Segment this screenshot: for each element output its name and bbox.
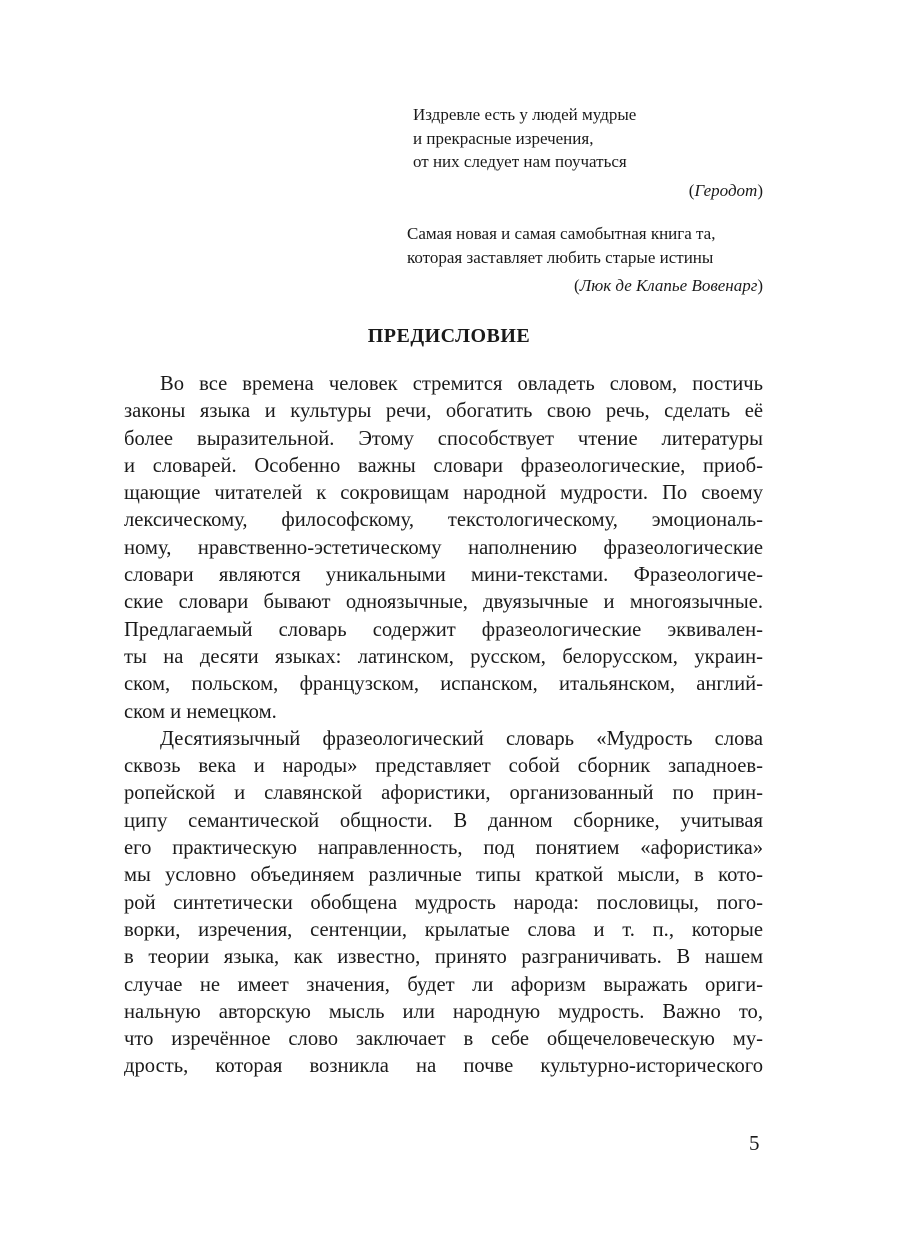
text-line: Во все времена человек стремится овладеть словом, постичь <box>160 373 763 395</box>
text-line: рой синтетически обобщена мудрость народа: пословицы, пого- <box>124 891 763 914</box>
text-line: и словарей. Особенно важны словари фразеологические, приоб- <box>124 454 763 477</box>
text-line: ципу семантической общности. В данном сборнике, учитывая <box>124 809 763 832</box>
text-line: сквозь века и народы» представляет собой сборник западноев- <box>124 755 763 778</box>
text-line: ские словари бывают одноязычные, двуязычные и многоязычные. <box>124 591 763 614</box>
text-line: что изречённое слово заключает в себе общечеловеческую му- <box>124 1028 763 1051</box>
epigraph-vauvenargues <box>407 222 763 298</box>
epigraph-line: от них следует нам поучаться <box>413 152 627 171</box>
text-line: дрость, которая возникла на почве культурно-исторического <box>124 1055 763 1078</box>
text-line: его практическую направленность, под понятием «афористика» <box>124 837 763 860</box>
text-line: случае не имеет значения, будет ли афоризм выражать ориги- <box>124 973 763 996</box>
epigraph-line: и прекрасные изречения, <box>413 128 594 148</box>
epigraph-author: (Геродот) <box>688 180 763 200</box>
page-number: 5 <box>749 1131 760 1155</box>
text-line: нальную авторскую мысль или народную мудрость. Важно то, <box>124 1000 763 1023</box>
text-line: ворки, изречения, сентенции, крылатые слова и т. п., которые <box>124 918 763 941</box>
text-line: ты на десяти языках: латинском, русском, белорусском, украин- <box>124 645 763 668</box>
text-line: более выразительной. Этому способствует чтение литературы <box>124 427 763 450</box>
epigraph-line: Издревле есть у людей мудрые <box>413 105 637 124</box>
text-line: щающие читателей к сокровищам народной мудрости. По своему <box>124 482 763 505</box>
text-line: ском и немецком. <box>124 700 277 723</box>
text-line: ному, нравственно-эстетическому наполнению фразеологические <box>124 536 763 559</box>
text-line: в теории языка, как известно, принято разграничивать. В нашем <box>124 946 763 969</box>
epigraph-line: Самая новая и самая самобытная книга та, <box>407 224 716 243</box>
text-line: ском, польском, французском, испанском, итальянском, англий- <box>124 673 763 696</box>
text-line: словари являются уникальными мини-текстами. Фразеологиче- <box>124 564 763 587</box>
text-line: мы условно объединяем различные типы краткой мысли, в кото- <box>124 864 763 887</box>
epigraph-author-name: Люк де Клапье Вовенарг <box>579 276 758 295</box>
section-title: ПРЕДИСЛОВИЕ <box>367 325 531 347</box>
text-line: ропейской и славянской афористики, организованный по прин- <box>124 782 763 805</box>
text-line: Предлагаемый словарь содержит фразеологические эквивален- <box>124 618 763 641</box>
epigraph-author-name: Геродот <box>694 180 758 200</box>
text-line: лексическому, философскому, текстологическому, эмоциональ- <box>124 509 763 532</box>
text-line: Десятиязычный фразеологический словарь «Мудрость слова <box>160 727 763 750</box>
preface-body <box>124 371 763 1081</box>
text-line: законы языка и культуры речи, обогатить свою речь, сделать её <box>124 400 763 423</box>
epigraph-line: которая заставляет любить старые истины <box>407 247 714 267</box>
epigraph-herodotus <box>413 103 763 202</box>
epigraph-author: (Люк де Клапье Вовенарг) <box>574 276 763 295</box>
